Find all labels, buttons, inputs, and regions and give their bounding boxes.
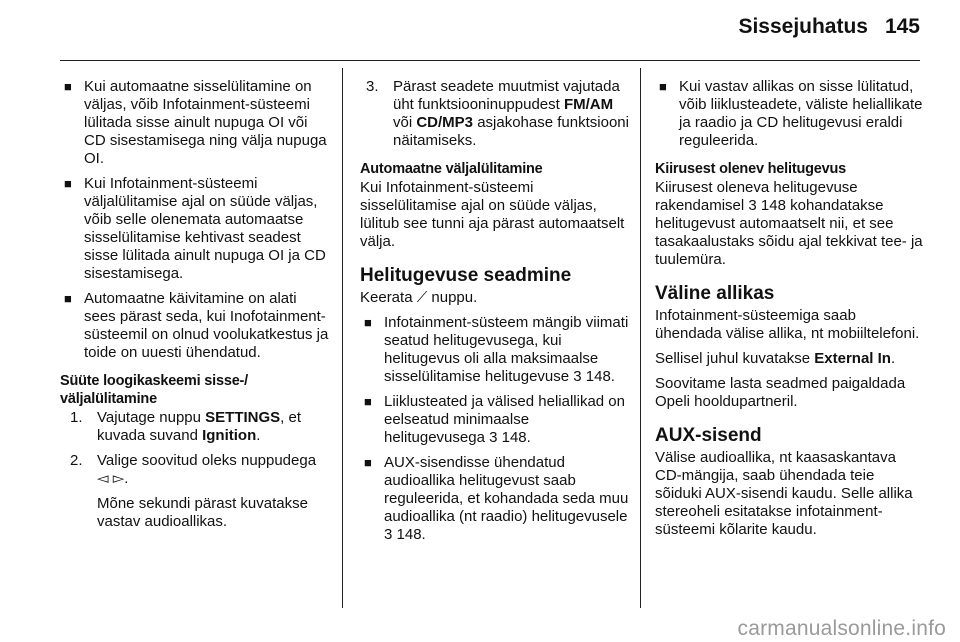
heading-volume: Helitugevuse seadmine — [360, 265, 572, 286]
list-item: ■ Kui Infotainment-süsteemi väljalülitamise ajal on süüde väljas, võib selle olenemata automaatse sisselülitamise kehtivast seadest sisse lülitada ainult nupuga OI ja CD sisestamisega. — [64, 175, 326, 282]
paragraph-external-1: Infotainment-süsteemiga saab ühendada välise allika, nt mobiiltelefoni. — [655, 307, 920, 342]
bullet-square-icon: ■ — [64, 176, 72, 191]
list-item: ■ AUX-sisendisse ühendatud audioallika helitugevust saab reguleerida, et kohandada seda muu audioallika (nt raadio) helitugevusele 3 148. — [364, 454, 629, 543]
step-2-note: Mõne sekundi pärast kuvatakse vastav audioallikas. — [97, 495, 308, 530]
fm-am-key-label: FM/AM — [563, 96, 614, 113]
settings-key-label: SETTINGS — [205, 409, 281, 426]
list-item: ■ Automaatne käivitamine on alati sees pärast seda, kui Inofotainment-süsteemil on olnud voolukatkestus ja toide on uuesti ühendatud. — [64, 290, 329, 361]
page-reference-link: 3 148. — [489, 429, 531, 446]
column-divider-right — [640, 68, 641, 608]
watermark: carmanualsonline.info — [737, 617, 946, 640]
bullet-square-icon: ■ — [364, 394, 372, 409]
bullet-square-icon: ■ — [64, 79, 72, 94]
paragraph-speed-volume: Kiirusest oleneva helitugevuse rakendamisel 3 148 kohandatakse helitugevust automaatselt nii, et see tasakaalustaks sõidu ajal tekkivat tee- ja tuulemüra. — [655, 179, 923, 268]
page-reference-link: 3 148 — [748, 197, 786, 214]
subheading-ignition: Süüte loogikaskeemi sisse-/ väljalülitamine — [60, 373, 249, 407]
subheading-auto-off: Automaatne väljalülitamine — [360, 161, 543, 177]
bullet-square-icon: ■ — [364, 455, 372, 470]
ignition-option-label: Ignition — [202, 427, 257, 444]
subheading-speed-volume: Kiirusest olenev helitugevus — [655, 161, 847, 177]
heading-external-source: Väline allikas — [655, 283, 775, 304]
column-divider-left — [342, 68, 343, 608]
list-item: ■ Infotainment-süsteem mängib viimati seatud helitugevusega, kui helitugevus oli alla maksimaalse sisselülitamise helitugevuse 3 148. — [364, 314, 629, 385]
column-2 — [360, 78, 630, 551]
paragraph-external-3: Soovitame lasta seadmed paigaldada Opeli hooldupartneril. — [655, 375, 906, 410]
heading-aux-input: AUX-sisend — [655, 425, 762, 446]
volume-knob-icon: ⟋ — [416, 289, 428, 306]
paragraph-auto-off: Kui Infotainment-süsteemi sisselülitamise ajal on süüde väljas, lülitub see tunni aja pärast automaatselt välja. — [360, 179, 625, 250]
external-in-label: External In — [814, 350, 891, 367]
page-reference-link: 3 148. — [573, 368, 615, 385]
left-right-arrows-icon: ◅ ▻ — [97, 470, 125, 487]
column-1 — [60, 78, 330, 538]
step-2: 2. Valige soovitud oleks nuppudega ◅ ▻. — [70, 452, 317, 487]
list-item: ■ Liiklusteated ja välised heliallikad on eelseatud minimaalse helitugevusega 3 148. — [364, 393, 625, 446]
column-3 — [655, 78, 925, 546]
page-header — [0, 0, 960, 62]
page-number: 145 — [884, 15, 920, 38]
page-reference-link: 3 148. — [384, 526, 426, 543]
list-item: ■ Kui automaatne sisselülitamine on väljas, võib Infotainment-süsteemi lülitada sisse ainult nupuga OI või CD sisestamisega ning välja nupuga OI. — [64, 78, 327, 167]
paragraph-external-2: Sellisel juhul kuvatakse External In. — [655, 350, 896, 367]
page-title: Sissejuhatus — [738, 15, 868, 38]
cd-mp3-key-label: CD/MP3 — [416, 114, 474, 131]
bullet-square-icon: ■ — [64, 291, 72, 306]
paragraph-aux: Välise audioallika, nt kaasaskantava CD-mängija, saab ühendada teie sõiduki AUX-sisendi kaudu. Selle allika stereoheli esitatakse infotainment-süsteemi kõlarite kaudu. — [655, 449, 913, 538]
paragraph-turn-knob: Keerata ⟋ nuppu. — [360, 289, 478, 306]
step-3: 3. Pärast seadete muutmist vajutada üht funktsiooninuppudest FM/AM või CD/MP3 asjakohase funktsiooni näitamiseks. — [366, 78, 629, 149]
bullet-square-icon: ■ — [364, 315, 372, 330]
step-1: 1. Vajutage nuppu SETTINGS, et kuvada suvand Ignition. — [70, 409, 302, 444]
bullet-square-icon: ■ — [659, 79, 667, 94]
list-item: ■ Kui vastav allikas on sisse lülitatud, võib liiklusteadete, väliste heliallikate ja raadio ja CD helitugevusi eraldi reguleerida. — [659, 78, 923, 149]
header-rule — [60, 60, 920, 61]
